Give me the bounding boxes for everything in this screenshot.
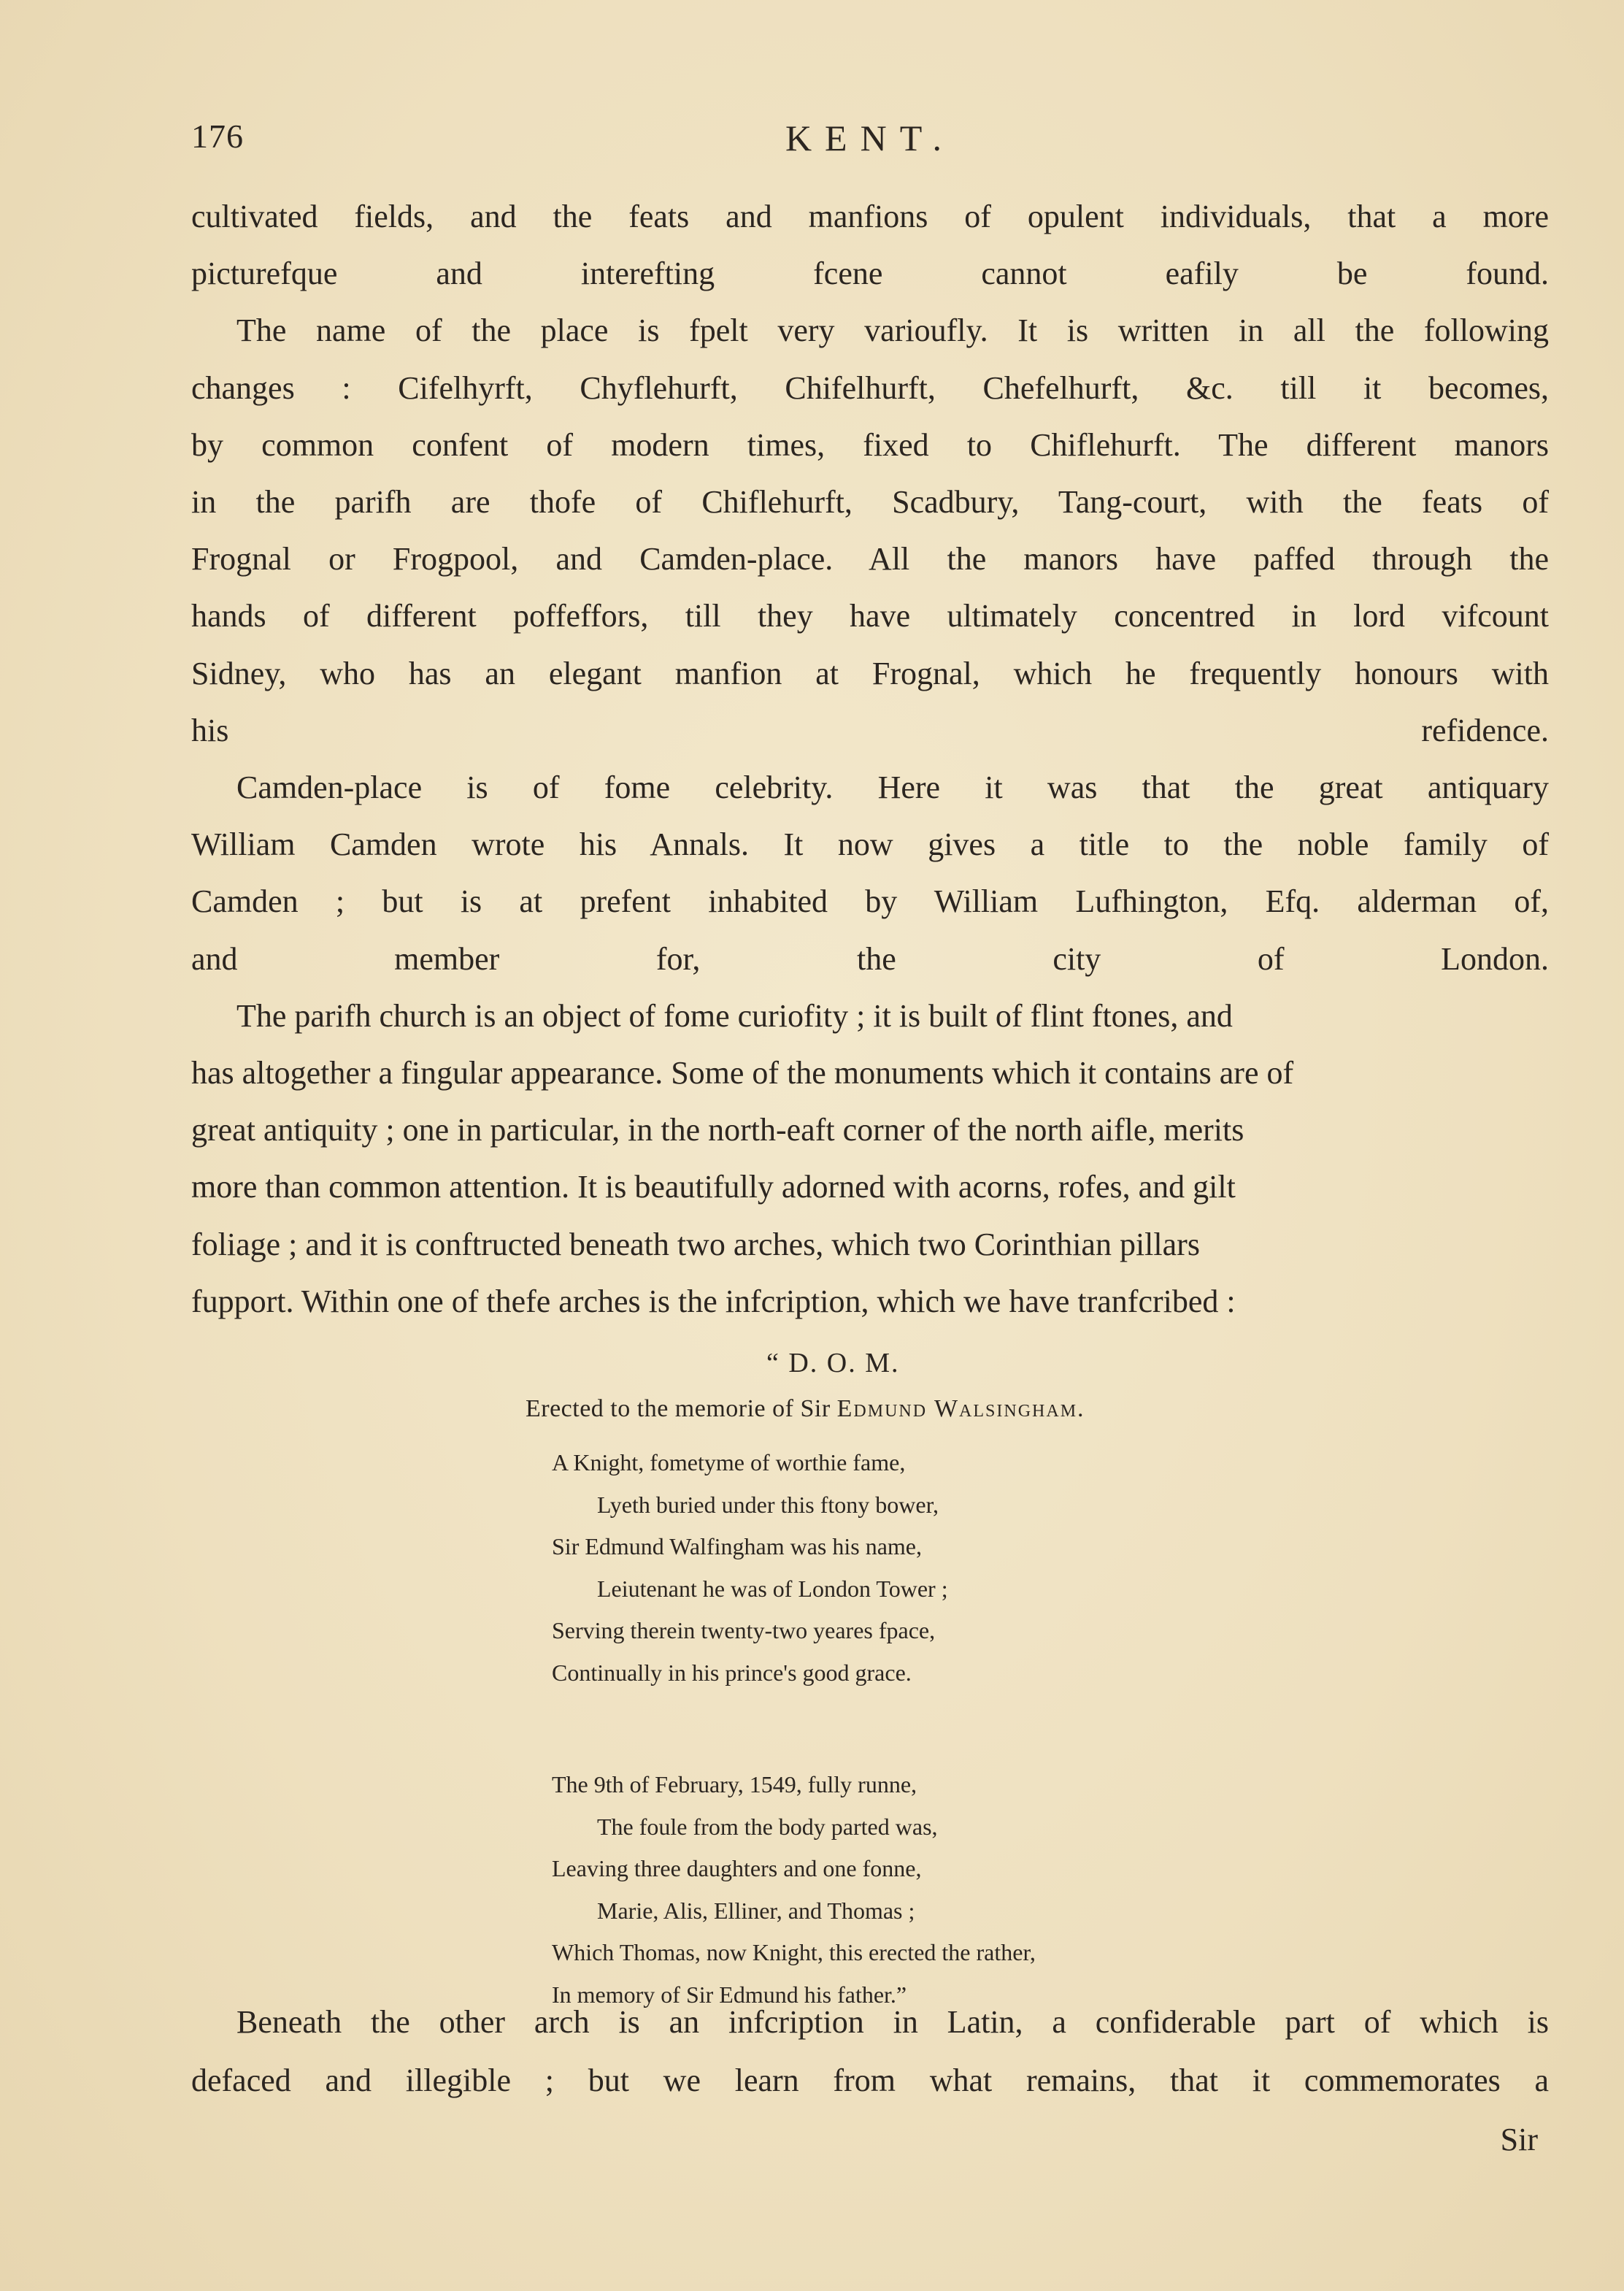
inscription-dedication (526, 1395, 1085, 1423)
verse-line: Serving therein twenty-two yeares fpace, (552, 1617, 936, 1643)
paragraph (191, 988, 1549, 1330)
text-line: in the parifh are thofe of Chiflehurft, Scadbury, Tang-court, with the feats of (191, 484, 1549, 521)
text-line: hands of different poffeffors, till they have ultimately concentred in lord vifcount (191, 598, 1549, 634)
verse-line: The 9th of February, 1549, fully runne, (552, 1771, 917, 1797)
text-line: defaced and illegible ; but we learn from what remains, that it commemorates a (191, 2062, 1549, 2098)
verse-line: Which Thomas, now Knight, this erected the rather, (552, 1939, 1036, 1965)
text-line: fupport. Within one of thefe arches is the infcription, which we have tranfcribed : (191, 1283, 1236, 1319)
dedication-prefix: Erected to the memorie of Sir (526, 1395, 837, 1422)
paragraph (191, 188, 1549, 302)
text-line: Beneath the other arch is an infcription in Latin, a confiderable part of which is (236, 2004, 1549, 2040)
paragraph (191, 1993, 1549, 2110)
text-line: his refidence. (191, 712, 1549, 748)
paragraph (191, 759, 1549, 988)
dedication-name: Edmund Walsingham. (836, 1395, 1085, 1422)
verse-line: Leaving three daughters and one fonne, (552, 1855, 922, 1881)
stanza-break (552, 1694, 1355, 1764)
page-header (191, 117, 1549, 168)
text-line: Sidney, who has an elegant manfion at Frognal, which he frequently honours with (191, 655, 1549, 691)
page-number: 176 (191, 118, 244, 155)
catchword: Sir (1500, 2122, 1538, 2157)
text-line: more than common attention. It is beautifully adorned with acorns, rofes, and gilt (191, 1169, 1236, 1205)
verse-line: Leiutenant he was of London Tower ; (597, 1575, 948, 1602)
paragraph (191, 302, 1549, 759)
verse-line: In memory of Sir Edmund his father.” (552, 1981, 907, 2008)
verse-line: The foule from the body parted was, (597, 1813, 938, 1840)
text-line: has altogether a fingular appearance. Some of the monuments which it contains are of (191, 1055, 1294, 1091)
verse-line: Sir Edmund Walfingham was his name, (552, 1533, 922, 1559)
text-line: The name of the place is fpelt very varioufly. It is written in all the following (236, 312, 1549, 349)
text-line: foliage ; and it is conftructed beneath two arches, which two Corinthian pillars (191, 1226, 1200, 1262)
inscription-verse (552, 1442, 1355, 2016)
text-line: The parifh church is an object of fome curiofity ; it is built of flint ftones, and (236, 997, 1233, 1034)
running-head: KENT. (785, 118, 955, 158)
text-line: Camden-place is of fome celebrity. Here it was that the great antiquary (236, 770, 1549, 806)
text-line: and member for, the city of London. (191, 940, 1549, 977)
closing-text (191, 1993, 1549, 2110)
verse-line: A Knight, fometyme of worthie fame, (552, 1449, 906, 1475)
text-line: great antiquity ; one in particular, in the north-eaft corner of the north aifle, merits (191, 1112, 1244, 1148)
text-line: changes : Cifelhyrft, Chyflehurft, Chifelhurft, Chefelhurft, &c. till it becomes, (191, 369, 1549, 406)
text-line: picturefque and interefting fcene cannot eafily be found. (191, 256, 1549, 292)
text-line: by common confent of modern times, fixed to Chiflehurft. The different manors (191, 426, 1549, 463)
text-line: William Camden wrote his Annals. It now gives a title to the noble family of (191, 826, 1549, 863)
text-line: cultivated fields, and the feats and manfions of opulent individuals, that a more (191, 199, 1549, 234)
inscription-title: “ D. O. M. (766, 1348, 900, 1378)
body-text (191, 188, 1549, 1330)
text-line: Camden ; but is at prefent inhabited by William Lufhington, Efq. alderman of, (191, 883, 1549, 920)
verse-line: Marie, Alis, Elliner, and Thomas ; (597, 1897, 915, 1924)
verse-line: Continually in his prince's good grace. (552, 1659, 912, 1686)
verse-line: Lyeth buried under this ftony bower, (597, 1491, 939, 1518)
text-line: Frognal or Frogpool, and Camden-place. All the manors have paffed through the (191, 541, 1549, 577)
